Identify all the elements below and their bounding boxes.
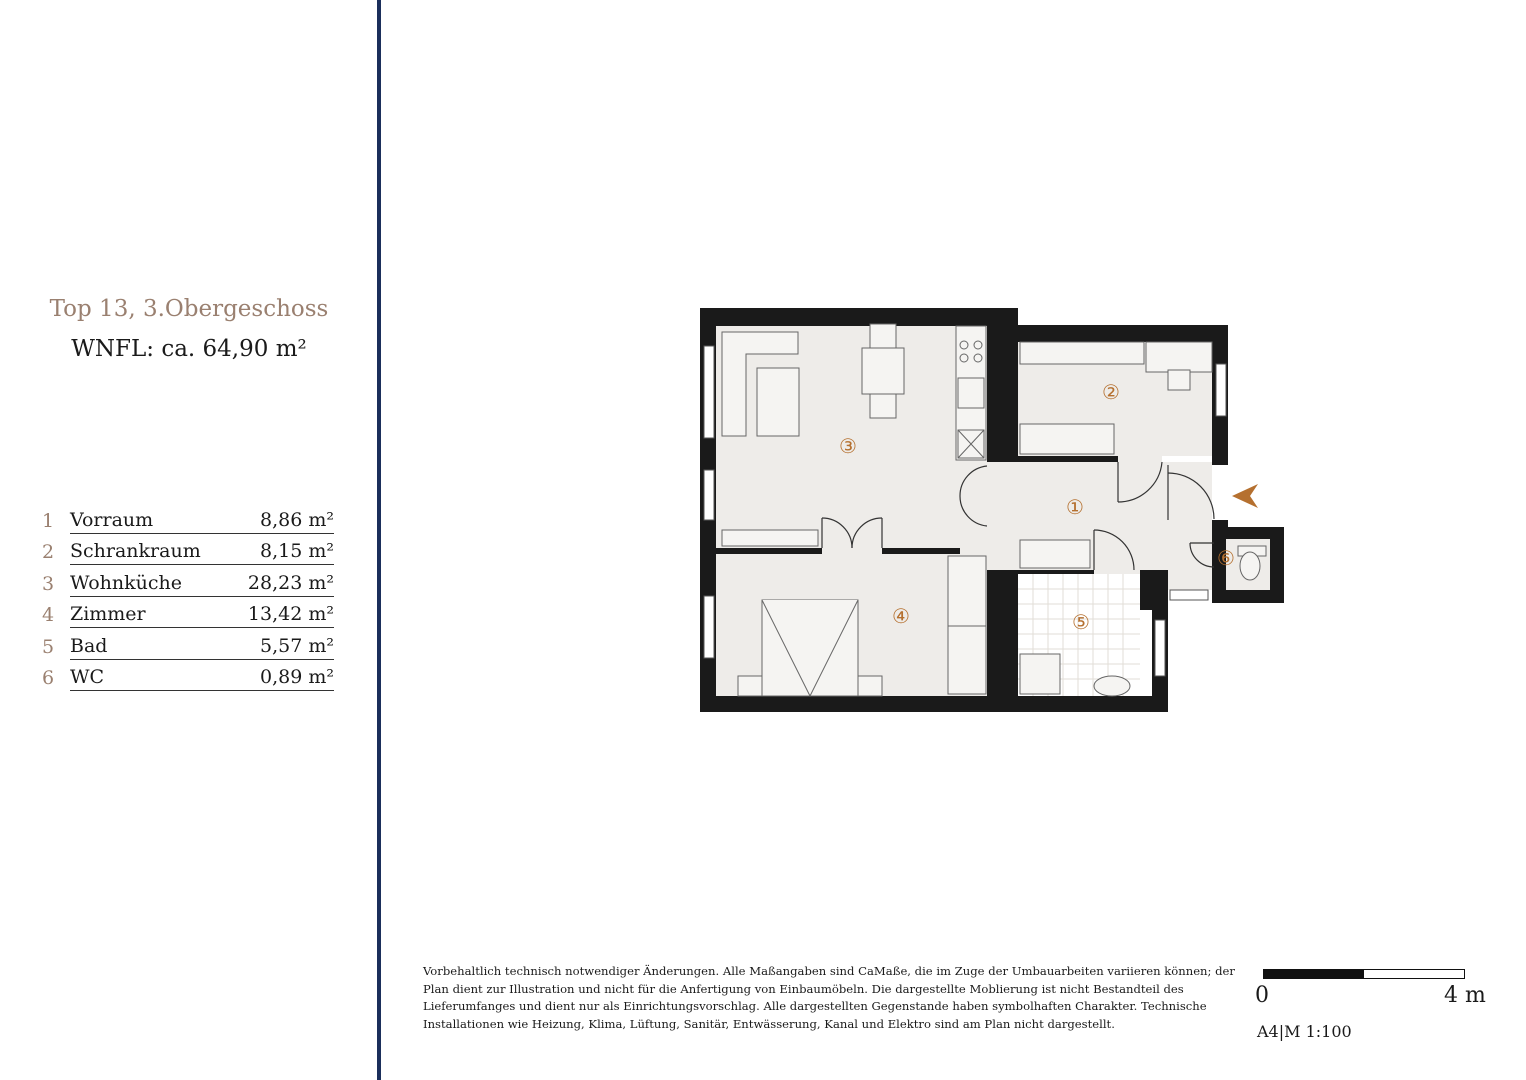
scale-ratio-label: A4|M 1:100 — [1257, 1022, 1352, 1041]
room-area: 0,89 m² — [260, 666, 334, 688]
room-area: 5,57 m² — [260, 634, 334, 657]
room-number: 1 — [42, 509, 55, 532]
scale-start-label: 0 — [1255, 983, 1269, 1008]
room-area: 13,42 m² — [247, 603, 334, 625]
scale-bar-dark — [1263, 969, 1364, 979]
room-name: Bad — [70, 634, 108, 657]
room-marker: ① — [1066, 495, 1084, 519]
room-name: WC — [70, 666, 105, 688]
unit-title: Top 13, 3.Obergeschoss — [49, 296, 329, 322]
room-marker: ③ — [839, 434, 857, 458]
scale-end-label: 4 m — [1444, 983, 1486, 1008]
room-marker: ④ — [892, 604, 910, 628]
room-number: 3 — [42, 572, 55, 595]
room-area: 28,23 m² — [247, 571, 334, 594]
room-marker: ⑥ — [1217, 546, 1235, 570]
room-name: Wohnküche — [70, 571, 183, 594]
disclaimer-text: Vorbehaltlich technisch notwendiger Änderungen. Alle Maßangaben sind CaMaße, die im Zuge der Umbauarbeiten variieren können; der Plan dient zur Illustration und nicht für die Anfertigung von Einbaumöbeln. Die dargestellte Moblierung ist nicht Bestandteil des Lieferumfanges und dient nur als Einrichtungsvorschlag. Alle dargestellten Gegenstande haben symbolhaften Charakter. Technische Installationen wie Heizung, Klima, Lüftung, Sanitär, Entwässerung, Kanal und Elektro sind am Plan nicht dargestellt. — [423, 964, 1235, 1031]
room-name: Schrankraum — [70, 540, 201, 562]
room-area: 8,15 m² — [260, 540, 334, 562]
room-number: 2 — [42, 541, 55, 563]
room-marker: ⑤ — [1072, 610, 1090, 634]
scale-bar — [1263, 969, 1465, 979]
living-area-title: WNFL: ca. 64,90 m² — [71, 336, 307, 362]
room-name: Vorraum — [70, 508, 154, 531]
entrance-arrow-icon — [1232, 484, 1258, 508]
room-area: 8,86 m² — [260, 508, 334, 531]
room-name: Zimmer — [70, 603, 146, 625]
room-marker: ② — [1102, 380, 1120, 404]
room-number: 5 — [42, 635, 55, 658]
room-number: 6 — [42, 667, 55, 689]
room-number: 4 — [42, 604, 55, 626]
scale-bar-light — [1364, 969, 1465, 979]
